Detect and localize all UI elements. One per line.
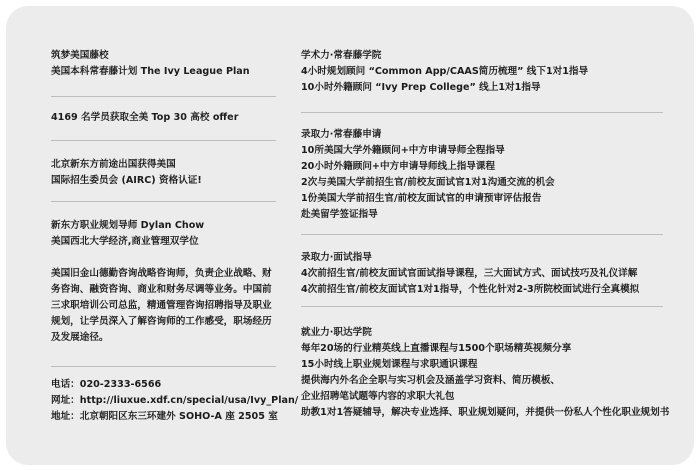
list-item: 4次前招生官/前校友面试官1对1指导，个性化针对2-3所院校面试进行全真模拟 bbox=[301, 284, 640, 295]
interview-section bbox=[301, 250, 639, 298]
contact-phone: 电话：020-2333-6566 bbox=[51, 379, 162, 390]
certification-line: 北京新东方前途出国获得美国 bbox=[51, 159, 176, 170]
list-item: 4小时规划顾问 “Common App/CAAS简历梳理” 线下1对1指导 bbox=[301, 66, 589, 77]
program-brand: 筑梦美国藤校 bbox=[51, 50, 109, 61]
list-item: 赴美留学签证指导 bbox=[301, 209, 378, 220]
academic-section bbox=[301, 48, 588, 96]
list-item: 20小时外籍顾问+中方申请导师线上指导课程 bbox=[301, 161, 496, 172]
list-item: 助教1对1答疑辅导，解决专业选择、职业规划疑问，并提供一份私人个性化职业规划书 bbox=[301, 407, 670, 418]
program-name: 美国本科常春藤计划 The Ivy League Plan bbox=[51, 66, 250, 77]
section-heading: 录取力·常春藤申请 bbox=[301, 129, 382, 140]
list-item: 15小时线上职业规划课程与求职通识课程 bbox=[301, 359, 478, 370]
list-item: 4次前招生官/前校友面试官面试指导课程，三大面试方式、面试技巧及礼仪详解 bbox=[301, 268, 638, 279]
mentor-bio: 美国旧金山德勤咨询战略咨询师，负责企业战略、财务咨询、融资咨询、商业和财务尽调等业务。中国前三求职培训公司总监，精通管理咨询招聘指导及职业规划，让学员深入了解咨询师的工作感受，职场经历及发展途径。 bbox=[51, 268, 272, 343]
contact-website[interactable]: 网址：http://liuxue.xdf.cn/special/usa/Ivy_Plan/ bbox=[51, 395, 299, 406]
divider bbox=[301, 234, 663, 235]
program-section bbox=[51, 48, 250, 80]
divider bbox=[301, 112, 663, 113]
certification-section bbox=[51, 157, 202, 189]
info-card bbox=[6, 6, 694, 465]
offer-section bbox=[51, 110, 238, 126]
contact-address: 地址：北京朝阳区东三环建外 SOHO-A 座 2505 室 bbox=[51, 411, 278, 422]
mentor-degree: 美国西北大学经济,商业管理双学位 bbox=[51, 236, 199, 247]
divider bbox=[51, 140, 276, 141]
career-section bbox=[301, 325, 669, 421]
mentor-name: 新东方职业规划导师 Dylan Chow bbox=[51, 220, 205, 231]
list-item: 10小时外籍顾问 “Ivy Prep College” 线上1对1指导 bbox=[301, 82, 541, 93]
list-item: 每年20场的行业精英线上直播课程与1500个职场精英视频分享 bbox=[301, 343, 572, 354]
divider bbox=[51, 96, 276, 97]
list-item: 提供海内外名企全职与实习机会及涵盖学习资料、简历模板、 bbox=[301, 375, 561, 386]
admission-section bbox=[301, 127, 555, 223]
list-item: 2次与美国大学前招生官/前校友面试官1对1沟通交流的机会 bbox=[301, 177, 555, 188]
divider bbox=[51, 366, 276, 367]
list-item: 10所美国大学外籍顾问+中方申请导师全程指导 bbox=[301, 145, 505, 156]
divider bbox=[51, 201, 276, 202]
section-heading: 就业力·职达学院 bbox=[301, 327, 372, 338]
list-item: 企业招聘笔试题等内容的求职大礼包 bbox=[301, 391, 455, 402]
contact-section bbox=[51, 377, 298, 425]
offer-stat: 4169 名学员获取全美 Top 30 高校 offer bbox=[51, 112, 239, 123]
list-item: 1份美国大学前招生官/前校友面试官的申请预审评估报告 bbox=[301, 193, 542, 204]
certification-line: 国际招生委员会 (AIRC) 资格认证! bbox=[51, 175, 202, 186]
section-heading: 录取力·面试指导 bbox=[301, 252, 372, 263]
section-heading: 学术力·常春藤学院 bbox=[301, 50, 382, 61]
mentor-section bbox=[51, 218, 204, 250]
divider bbox=[301, 306, 663, 307]
